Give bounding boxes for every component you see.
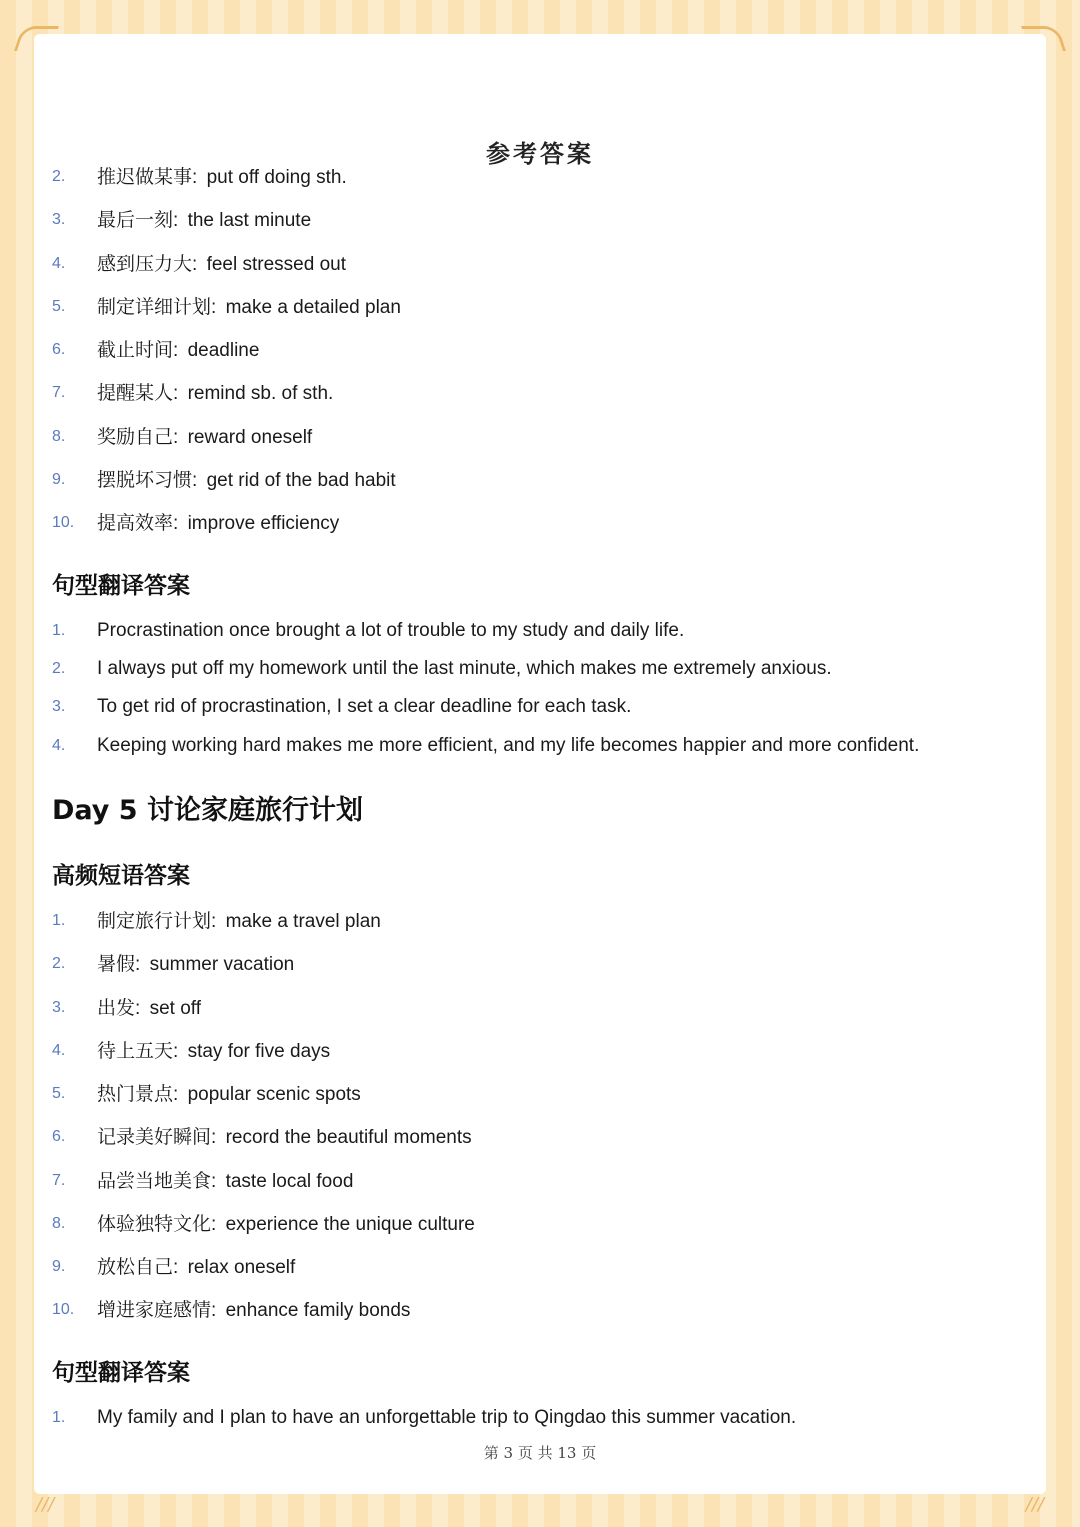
- item-number: 2.: [52, 955, 66, 972]
- document-page: [34, 34, 1046, 1494]
- phrase-chinese: 奖励自己: [97, 426, 174, 448]
- phrase-chinese: 提醒某人: [97, 382, 174, 404]
- section-heading-sentence-translation: 句型翻译答案: [52, 573, 190, 599]
- phrase-english: taste local food: [225, 1171, 354, 1192]
- item-number: 9.: [52, 1258, 66, 1275]
- item-number: 3.: [52, 211, 66, 228]
- phrase-english: make a travel plan: [225, 911, 381, 932]
- phrase-english: put off doing sth.: [206, 167, 347, 188]
- phrase-separator: :: [173, 427, 179, 448]
- item-number: 8.: [52, 428, 66, 445]
- item-number: 6.: [52, 341, 66, 358]
- phrase-english: popular scenic spots: [187, 1084, 361, 1105]
- section-heading-sentence-translation: 句型翻译答案: [52, 1360, 190, 1386]
- item-number: 4.: [52, 1042, 66, 1059]
- sentence-text: I always put off my homework until the last minute, which makes me extremely anxious.: [97, 658, 832, 679]
- phrase-english: summer vacation: [149, 954, 295, 975]
- decorative-slashes-left: ///: [36, 1494, 55, 1515]
- phrase-separator: :: [192, 254, 198, 275]
- phrase-english: the last minute: [187, 210, 312, 231]
- phrase-english: deadline: [187, 340, 260, 361]
- phrase-english: feel stressed out: [206, 254, 346, 275]
- phrase-english: improve efficiency: [187, 513, 340, 534]
- item-number: 5.: [52, 1085, 66, 1102]
- item-number: 9.: [52, 471, 66, 488]
- phrase-chinese: 最后一刻: [97, 209, 174, 231]
- day5-heading: Day 5 讨论家庭旅行计划: [52, 795, 363, 826]
- item-number: 10.: [52, 1301, 75, 1318]
- phrase-separator: :: [211, 1214, 217, 1235]
- item-number: 2.: [52, 168, 66, 185]
- phrase-chinese: 推迟做某事: [97, 166, 193, 188]
- phrase-separator: :: [135, 998, 141, 1019]
- sentence-text: My family and I plan to have an unforgettable trip to Qingdao this summer vacation.: [97, 1407, 797, 1428]
- phrase-english: enhance family bonds: [225, 1300, 411, 1321]
- phrase-separator: :: [173, 1041, 179, 1062]
- phrase-chinese: 待上五天: [97, 1040, 174, 1062]
- phrase-separator: :: [211, 1300, 217, 1321]
- phrase-chinese: 感到压力大: [97, 253, 193, 275]
- sentence-text: To get rid of procrastination, I set a clear deadline for each task.: [97, 696, 632, 717]
- item-number: 10.: [52, 514, 75, 531]
- phrase-english: stay for five days: [187, 1041, 331, 1062]
- item-number: 1.: [52, 1409, 66, 1426]
- phrase-chinese: 截止时间: [97, 339, 174, 361]
- phrase-separator: :: [173, 340, 179, 361]
- phrase-separator: :: [173, 210, 179, 231]
- phrase-english: experience the unique culture: [225, 1214, 475, 1235]
- phrase-chinese: 热门景点: [97, 1083, 174, 1105]
- item-number: 4.: [52, 737, 66, 754]
- item-number: 1.: [52, 622, 66, 639]
- phrase-separator: :: [173, 1084, 179, 1105]
- phrase-english: make a detailed plan: [225, 297, 401, 318]
- sentence-text: Keeping working hard makes me more efficient, and my life becomes happier and more confident.: [97, 735, 920, 756]
- item-number: 1.: [52, 912, 66, 929]
- item-number: 7.: [52, 1172, 66, 1189]
- item-number: 3.: [52, 698, 66, 715]
- section-heading-phrases: 高频短语答案: [52, 863, 190, 889]
- phrase-chinese: 制定旅行计划: [97, 910, 212, 932]
- phrase-chinese: 制定详细计划: [97, 296, 212, 318]
- phrase-separator: :: [192, 470, 198, 491]
- item-number: 7.: [52, 384, 66, 401]
- phrase-english: set off: [149, 998, 201, 1019]
- document-title: 参考答案: [486, 139, 594, 168]
- phrase-separator: :: [173, 1257, 179, 1278]
- phrase-chinese: 出发: [97, 997, 136, 1019]
- sentence-text: Procrastination once brought a lot of trouble to my study and daily life.: [97, 620, 685, 641]
- phrase-chinese: 提高效率: [97, 512, 174, 534]
- item-number: 8.: [52, 1215, 66, 1232]
- phrase-separator: :: [192, 167, 198, 188]
- phrase-chinese: 增进家庭感情: [97, 1299, 212, 1321]
- decorative-slashes-right: ///: [1025, 1494, 1044, 1515]
- item-number: 6.: [52, 1128, 66, 1145]
- phrase-separator: :: [211, 297, 217, 318]
- phrase-separator: :: [173, 383, 179, 404]
- item-number: 5.: [52, 298, 66, 315]
- phrase-english: relax oneself: [187, 1257, 296, 1278]
- phrase-chinese: 体验独特文化: [97, 1213, 212, 1235]
- item-number: 4.: [52, 255, 66, 272]
- phrase-chinese: 品尝当地美食: [97, 1170, 212, 1192]
- phrase-separator: :: [173, 513, 179, 534]
- phrase-separator: :: [211, 1127, 217, 1148]
- phrase-separator: :: [211, 911, 217, 932]
- page-footer: 第 3 页 共 13 页: [483, 1444, 597, 1462]
- phrase-english: reward oneself: [187, 427, 313, 448]
- item-number: 3.: [52, 999, 66, 1016]
- phrase-separator: :: [135, 954, 141, 975]
- phrase-english: record the beautiful moments: [225, 1127, 472, 1148]
- item-number: 2.: [52, 660, 66, 677]
- phrase-separator: :: [211, 1171, 217, 1192]
- phrase-chinese: 放松自己: [97, 1256, 174, 1278]
- phrase-english: remind sb. of sth.: [187, 383, 334, 404]
- phrase-chinese: 记录美好瞬间: [97, 1126, 212, 1148]
- phrase-chinese: 摆脱坏习惯: [97, 469, 193, 491]
- phrase-english: get rid of the bad habit: [206, 470, 396, 491]
- phrase-chinese: 暑假: [97, 953, 136, 975]
